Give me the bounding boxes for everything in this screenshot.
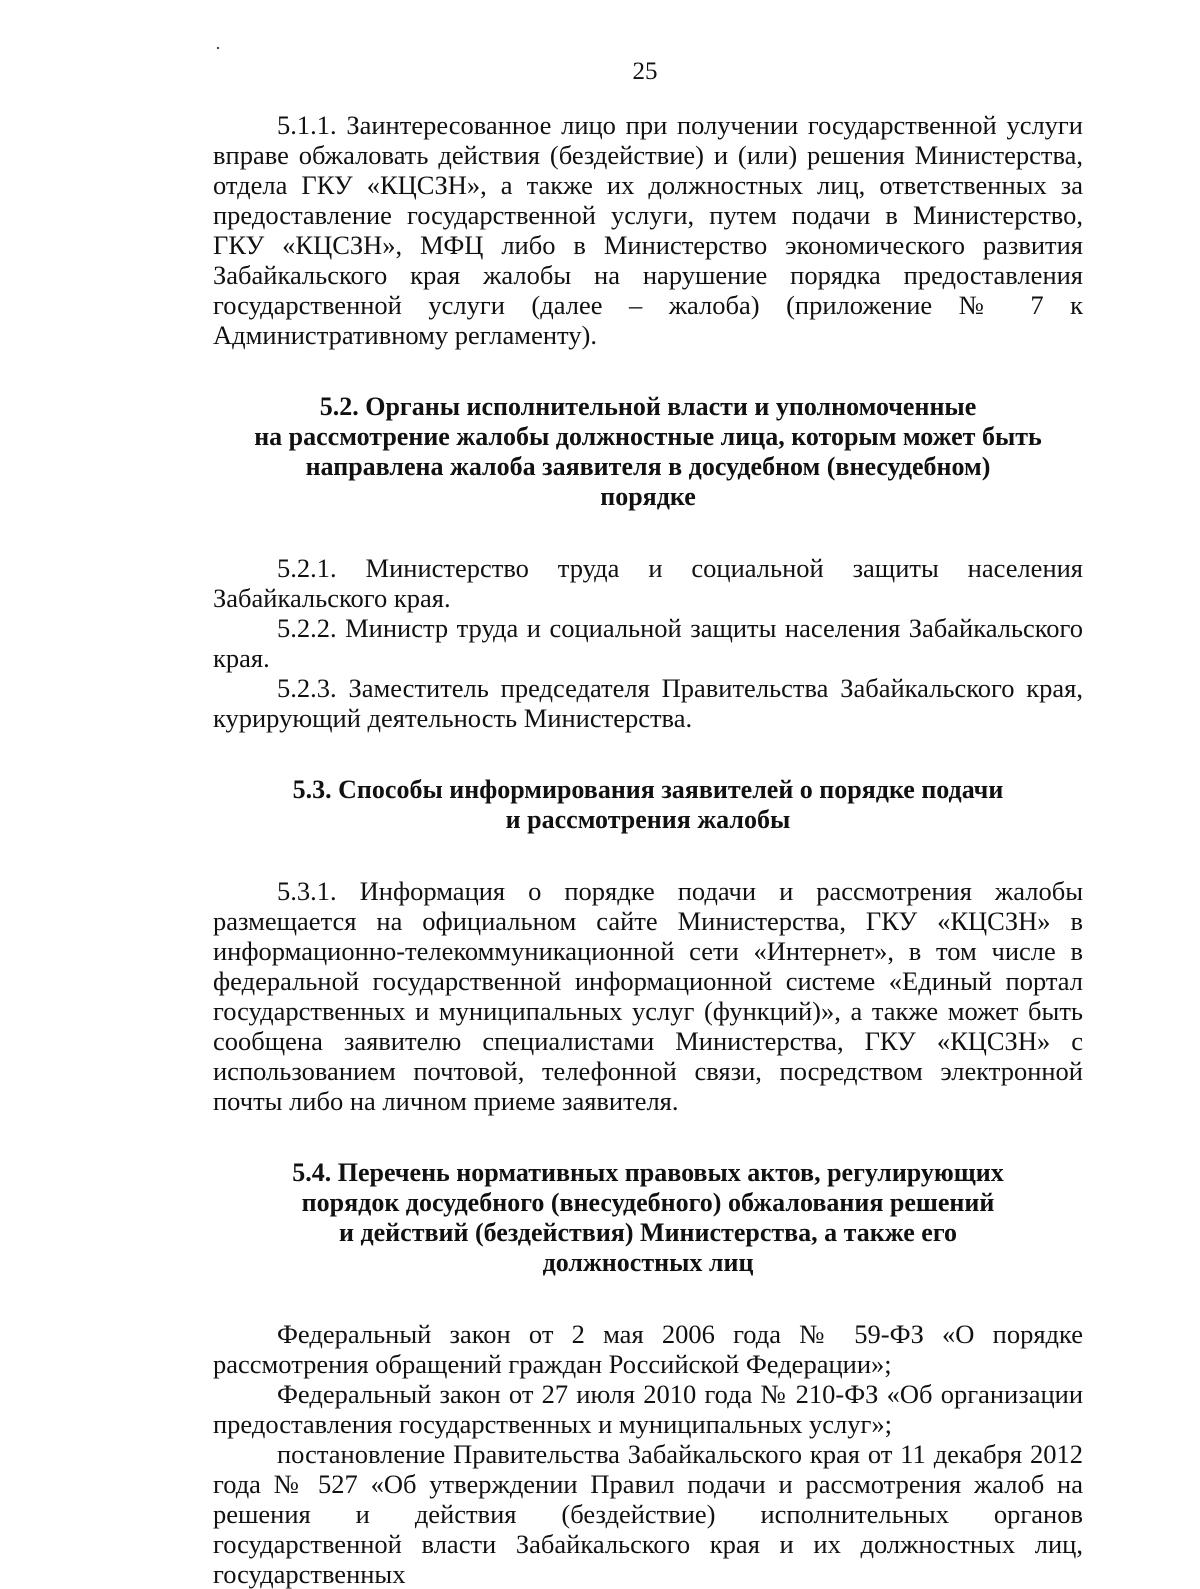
heading-5-4-line-4: должностных лиц xyxy=(542,1248,754,1277)
heading-5-4-line-2: порядок досудебного (внесудебного) обжалования решений xyxy=(301,1188,995,1217)
heading-5-2-line-1: 5.2. Органы исполнительной власти и уполномоченные xyxy=(319,392,977,421)
section-5-4-body xyxy=(213,1319,1083,1589)
heading-5-4 xyxy=(213,1158,1083,1278)
heading-5-3 xyxy=(213,775,1083,835)
heading-5-2-line-2: на рассмотрение жалобы должностные лица, которым может быть xyxy=(254,422,1042,451)
heading-5-3-line-1: 5.3. Способы информирования заявителей о порядке подачи xyxy=(292,775,1004,804)
document-body xyxy=(213,110,1083,1589)
paragraph-law-210: Федеральный закон от 27 июля 2010 года № 210-ФЗ «Об организации предоставления государственных и муниципальных услуг»; xyxy=(213,1379,1083,1439)
paragraph-law-59: Федеральный закон от 2 мая 2006 года № 59-ФЗ «О порядке рассмотрения обращений граждан Российской Федерации»; xyxy=(213,1319,1083,1379)
paragraph-5-1-1: 5.1.1. Заинтересованное лицо при получении государственной услуги вправе обжаловать действия (бездействие) и (или) решения Министерства, отдела ГКУ «КЦСЗН», а также их должностных лиц, ответственных за предоставление государственной услуги, путем подачи в Министерство, ГКУ «КЦСЗН», МФЦ либо в Министерство экономического развития Забайкальского края жалобы на нарушение порядка предоставления государственной услуги (далее – жалоба) (приложение № 7 к Административному регламенту). xyxy=(213,110,1083,350)
page-number: 25 xyxy=(632,58,658,85)
scan-speck xyxy=(217,47,219,49)
heading-5-4-line-3: и действий (бездействия) Министерства, а также его xyxy=(339,1218,957,1247)
paragraph-5-3-1: 5.3.1. Информация о порядке подачи и рассмотрения жалобы размещается на официальном сайте Министерства, ГКУ «КЦСЗН» в информационно-телекоммуникационной сети «Интернет», в том числе в федеральной государственной информационной системе «Единый портал государственных и муниципальных услуг (функций)», а также может быть сообщена заявителю специалистами Министерства, ГКУ «КЦСЗН» с использованием почтовой, телефонной связи, посредством электронной почты либо на личном приеме заявителя. xyxy=(213,876,1083,1116)
section-5-3-body xyxy=(213,876,1083,1116)
paragraph-5-2-2: 5.2.2. Министр труда и социальной защиты населения Забайкальского края. xyxy=(213,613,1083,673)
heading-5-2 xyxy=(213,392,1083,512)
heading-5-2-line-3: направлена жалоба заявителя в досудебном (внесудебном) xyxy=(305,452,991,481)
paragraph-5-2-1: 5.2.1. Министерство труда и социальной защиты населения Забайкальского края. xyxy=(213,553,1083,613)
heading-5-2-line-4: порядке xyxy=(600,482,696,511)
heading-5-3-line-2: и рассмотрения жалобы xyxy=(505,805,791,834)
paragraph-resolution-527: постановление Правительства Забайкальского края от 11 декабря 2012 года № 527 «Об утверждении Правил подачи и рассмотрения жалоб на решения и действия (бездействие) исполнительных органов государственной власти Забайкальского края и их должностных лиц, государственных xyxy=(213,1439,1083,1589)
paragraph-5-2-3: 5.2.3. Заместитель председателя Правительства Забайкальского края, курирующий деятельность Министерства. xyxy=(213,673,1083,733)
heading-5-4-line-1: 5.4. Перечень нормативных правовых актов, регулирующих xyxy=(292,1158,1004,1187)
section-5-2-body xyxy=(213,553,1083,733)
